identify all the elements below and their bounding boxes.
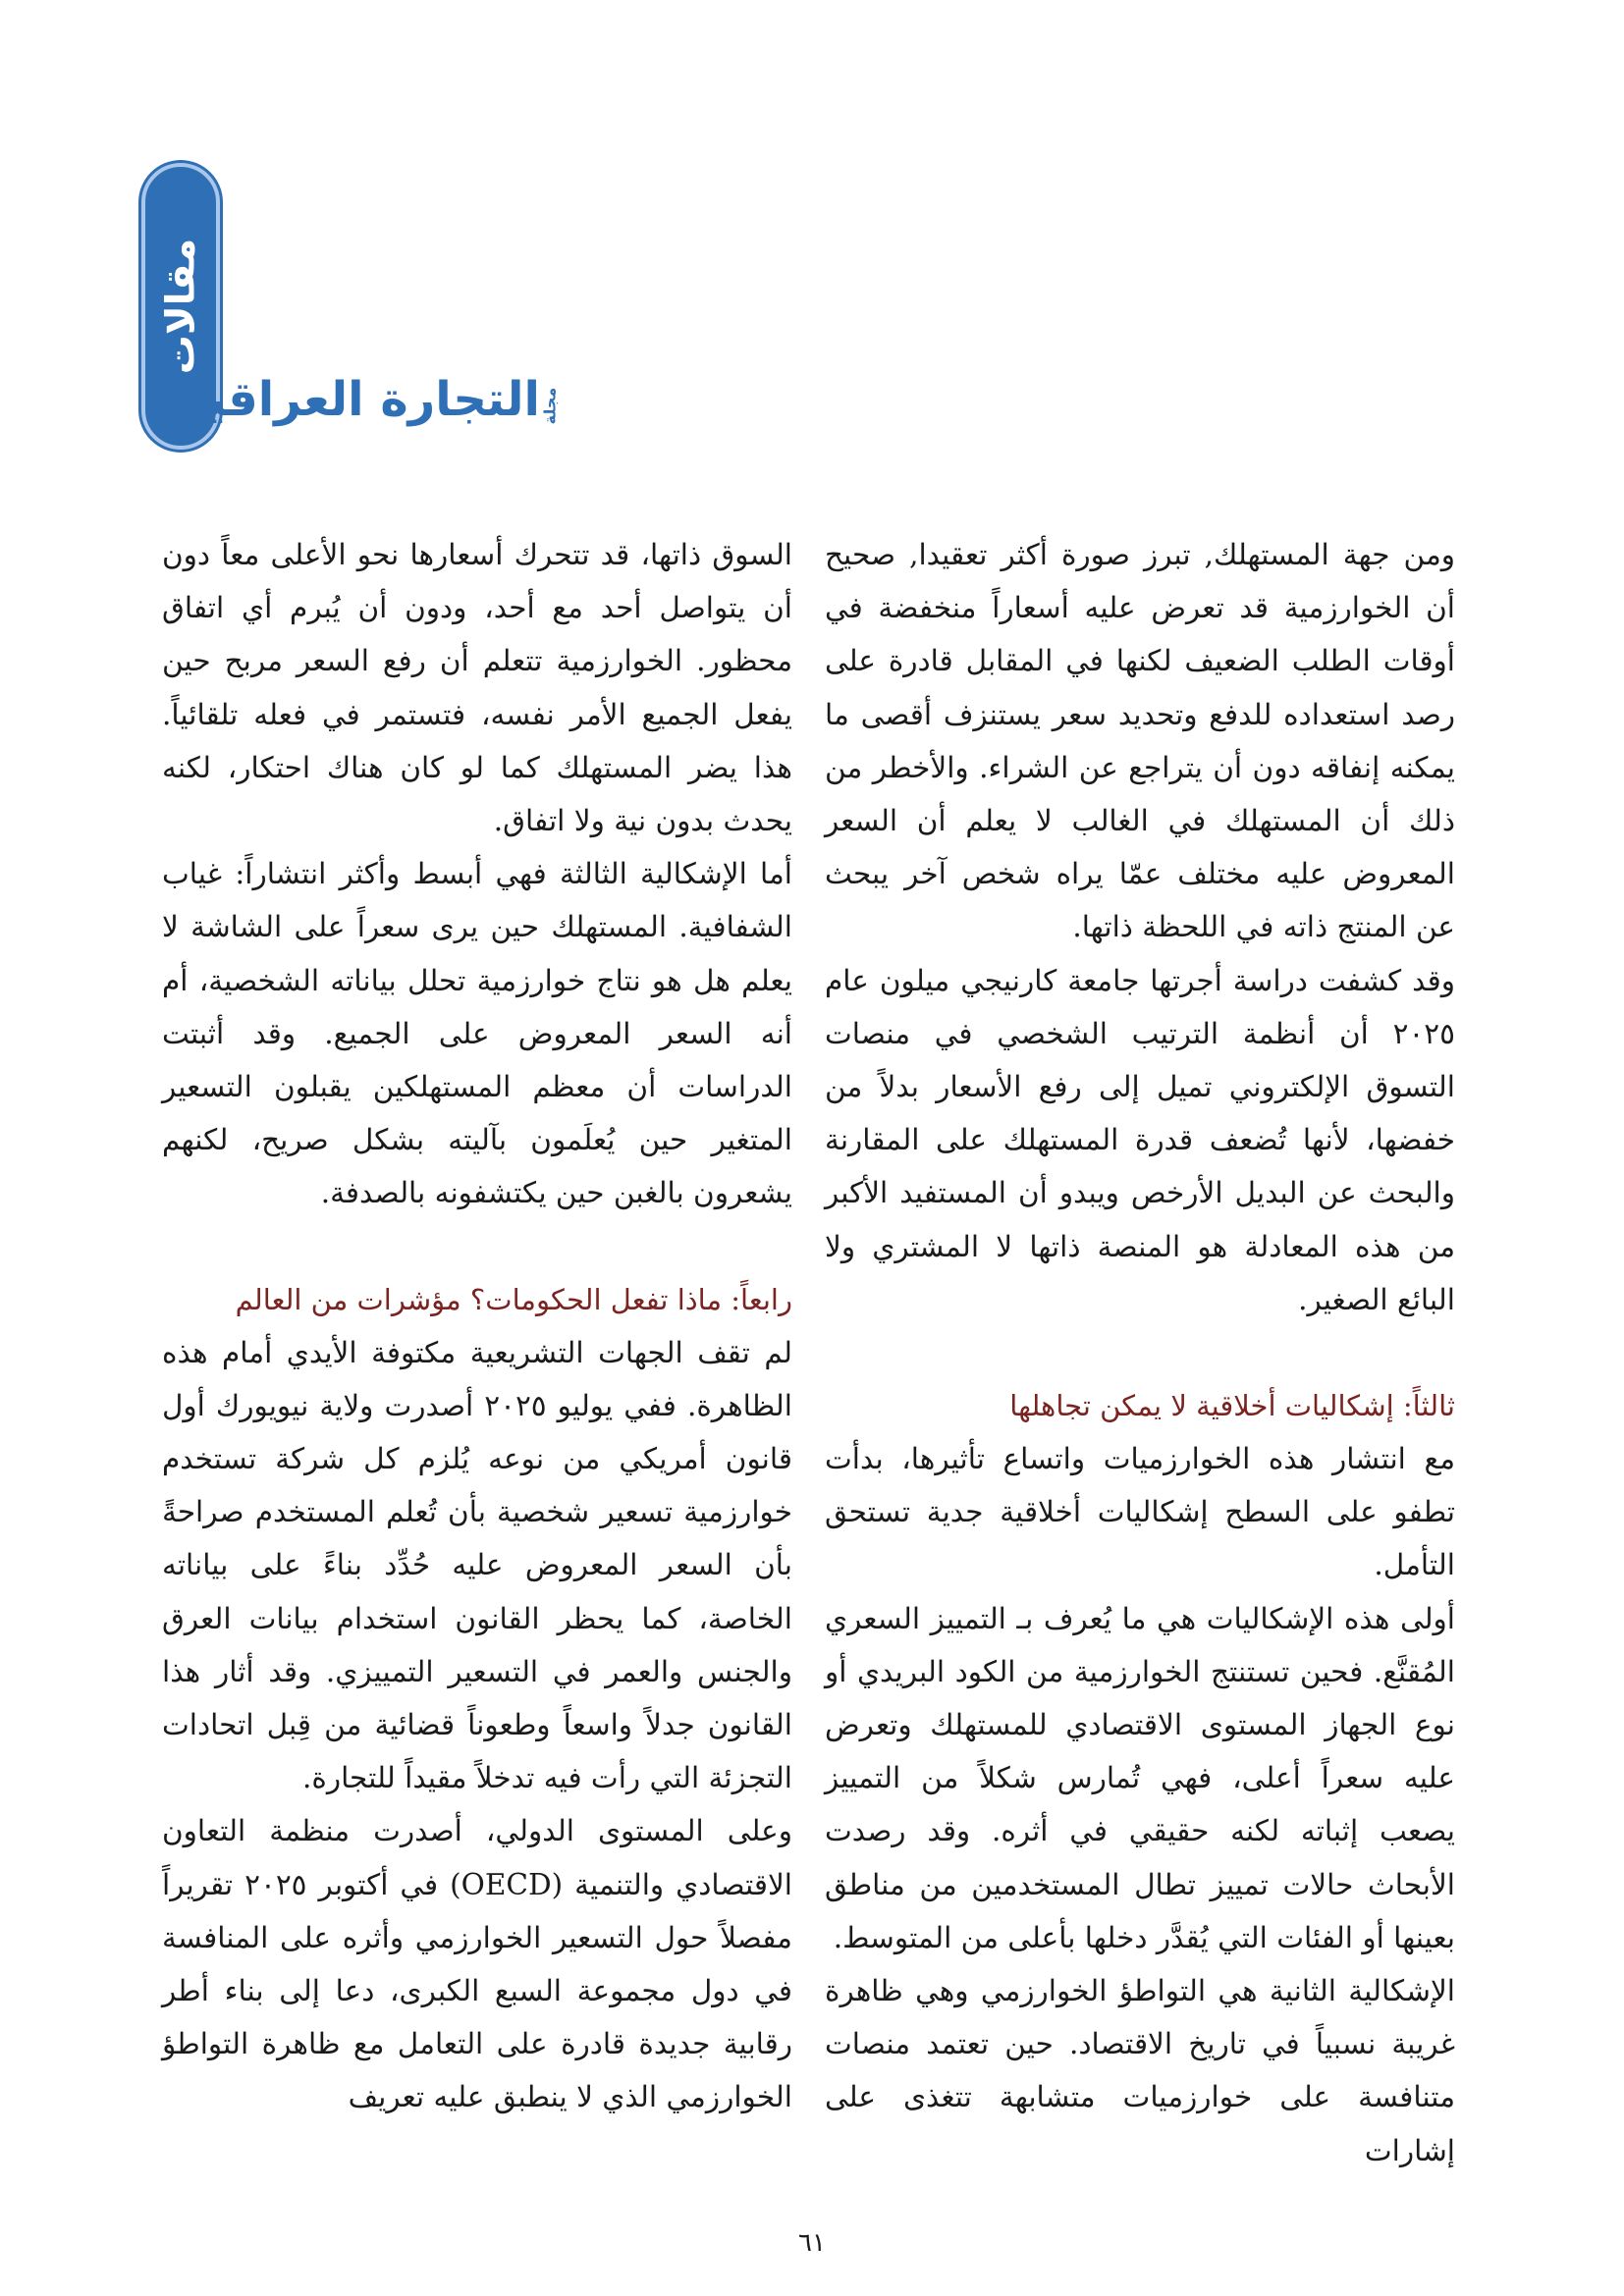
magazine-name: التجارة العراقية xyxy=(179,372,540,427)
paragraph: أولى هذه الإشكاليات هي ما يُعرف بـ التمييز السعري المُقنَّع. فحين تستنتج الخوارزمية من الكود البريدي أو نوع الجهاز المستوى الاقتصادي للمستهلك وتعرض عليه سعراً أعلى، فهي تُمارس شكلاً من التمييز يصعب إثباته لكنه حقيقي في أثره. وقد رصدت الأبحاث حالات تمييز تطال المستخدمين من مناطق بعينها أو الفئات التي يُقدَّر دخلها بأعلى من المتوسط. xyxy=(825,1601,1455,1954)
paragraph: لم تقف الجهات التشريعية مكتوفة الأيدي أمام هذه الظاهرة. ففي يوليو ٢٠٢٥ أصدرت ولاية نيويورك أول قانون أمريكي من نوعه يُلزم كل شركة تستخدم خوارزمية تسعير شخصية بأن تُعلم المستخدم صراحةً بأن السعر المعروض عليه حُدِّد بناءً على بياناته الخاصة، كما يحظر القانون استخدام بيانات العرق والجنس والعمر في التسعير التمييزي. وقد أثار هذا القانون جدلاً واسعاً وطعوناً قضائية من قِبل اتحادات التجزئة التي رأت فيه تدخلاً مقيداً للتجارة. xyxy=(162,1335,792,1795)
paragraph: ومن جهة المستهلك, تبرز صورة أكثر تعقيدا, صحيح أن الخوارزمية قد تعرض عليه أسعاراً منخفضة في أوقات الطلب الضعيف لكنها في المقابل قادرة على رصد استعداده للدفع وتحديد سعر يستنزف أقصى ما يمكنه إنفاقه دون أن يتراجع عن الشراء. والأخطر من ذلك أن المستهلك في الغالب لا يعلم أن السعر المعروض عليه مختلف عمّا يراه شخص آخر يبحث عن المنتج ذاته في اللحظة ذاتها. xyxy=(825,538,1455,944)
magazine-logo xyxy=(179,365,540,434)
paragraph: أما الإشكالية الثالثة فهي أبسط وأكثر انتشاراً: غياب الشفافية. المستهلك حين يرى سعراً على الشاشة لا يعلم هل هو نتاج خوارزمية تحلل بياناته الشخصية، أم أنه السعر المعروض على الجميع. وقد أثبتت الدراسات أن معظم المستهلكين يقبلون التسعير المتغير حين يُعلَمون بآليته بشكل صريح، لكنهم يشعرون بالغبن حين يكتشفونه بالصدفة. xyxy=(162,857,792,1210)
magazine-word-wrap xyxy=(538,376,562,435)
section-heading: ثالثاً: إشكاليات أخلاقية لا يمكن تجاهلها xyxy=(1009,1389,1455,1423)
page-number: ٦١ xyxy=(798,2228,826,2258)
magazine-word: مجلة xyxy=(540,387,560,424)
paragraph: مع انتشار هذه الخوارزميات واتساع تأثيرها، بدأت تطفو على السطح إشكاليات أخلاقية جدية تستحق التأمل. xyxy=(825,1442,1455,1582)
right-column xyxy=(825,528,1455,2177)
paragraph: السوق ذاتها، قد تتحرك أسعارها نحو الأعلى معاً دون أن يتواصل أحد مع أحد، ودون أن يُبرم أي اتفاق محظور. الخوارزمية تتعلم أن رفع السعر مربح حين يفعل الجميع الأمر نفسه، فتستمر في فعله تلقائياً. هذا يضر المستهلك كما لو كان هناك احتكار، لكنه يحدث بدون نية ولا اتفاق. xyxy=(162,538,792,838)
paragraph: الإشكالية الثانية هي التواطؤ الخوارزمي وهي ظاهرة غريبة نسبياً في تاريخ الاقتصاد. حين تعتمد منصات متنافسة على خوارزميات متشابهة تتغذى على إشارات xyxy=(825,1974,1455,2167)
paragraph: وعلى المستوى الدولي، أصدرت منظمة التعاون الاقتصادي والتنمية (OECD) في أكتوبر ٢٠٢٥ تقريراً مفصلاً حول التسعير الخوارزمي وأثره على المنافسة في دول مجموعة السبع الكبرى، دعا إلى بناء أطر رقابية جديدة قادرة على التعامل مع ظاهرة التواطؤ الخوارزمي الذي لا ينطبق عليه تعريف xyxy=(162,1814,792,2114)
section-label: مقالات xyxy=(158,238,203,375)
section-heading: رابعاً: ماذا تفعل الحكومات؟ مؤشرات من العالم xyxy=(235,1282,792,1316)
left-column xyxy=(162,528,792,2124)
paragraph: وقد كشفت دراسة أجرتها جامعة كارنيجي ميلون عام ٢٠٢٥ أن أنظمة الترتيب الشخصي في منصات التسوق الإلكتروني تميل إلى رفع الأسعار بدلاً من خفضها، لأنها تُضعف قدرة المستهلك على المقارنة والبحث عن البديل الأرخص ويبدو أن المستفيد الأكبر من هذه المعادلة هو المنصة ذاتها لا المشتري ولا البائع الصغير. xyxy=(825,963,1455,1316)
